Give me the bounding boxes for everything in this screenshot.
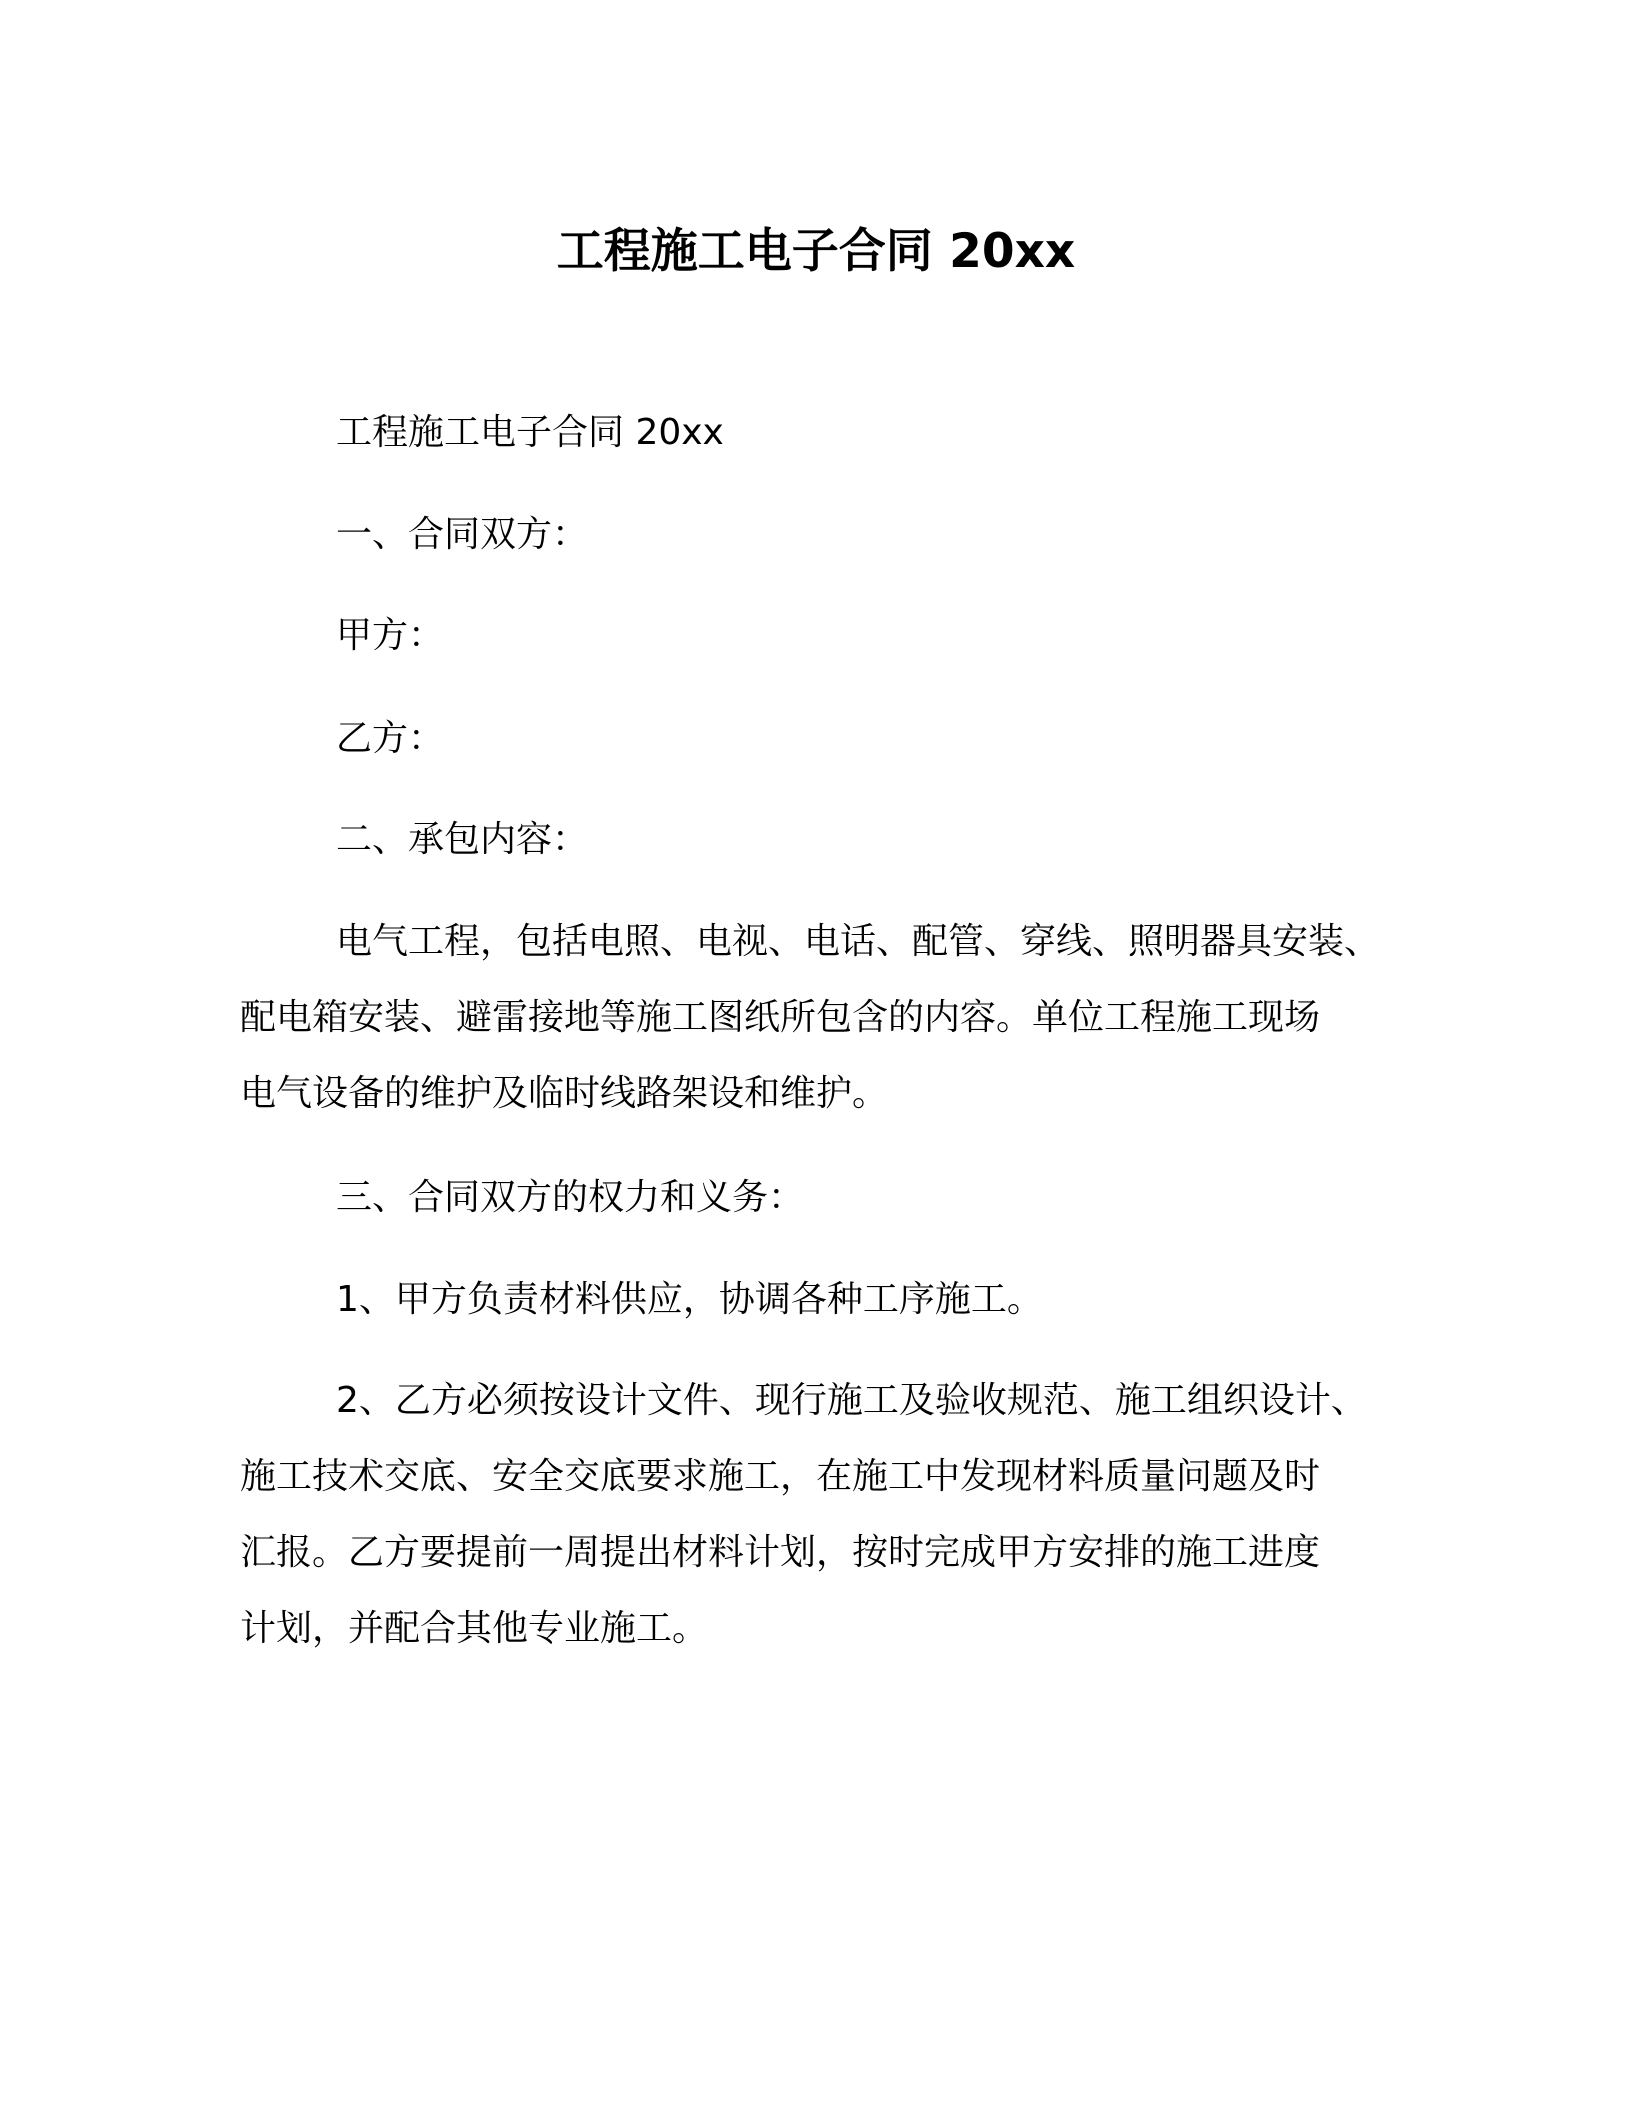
section-1-heading xyxy=(240,497,1400,573)
section-2-heading xyxy=(240,802,1400,878)
clause-2-line-1: 2、乙方必须按设计文件、现行施工及验收规范、施工组织设计、 xyxy=(336,1380,1367,1421)
section-2-line-2: 配电箱安装、避雷接地等施工图纸所包含的内容。单位工程施工现场 xyxy=(240,997,1321,1038)
clause-1-text: 1、甲方负责材料供应，协调各种工序施工。 xyxy=(336,1279,1043,1320)
document-title: 工程施工电子合同 20xx xyxy=(556,224,1076,279)
document-subtitle xyxy=(240,395,1400,471)
section-3-heading xyxy=(240,1160,1400,1236)
clause-2-line-4: 计划，并配合其他专业施工。 xyxy=(240,1608,709,1649)
party-a-line xyxy=(240,598,1400,674)
section-2-body xyxy=(240,904,1400,1132)
section-2-heading-text: 二、承包内容： xyxy=(336,819,589,860)
party-a-label: 甲方： xyxy=(336,615,445,656)
clause-2 xyxy=(240,1363,1400,1667)
section-2-line-1: 电气工程，包括电照、电视、电话、配管、穿线、照明器具安装、 xyxy=(336,921,1381,962)
section-1-heading-text: 一、合同双方： xyxy=(336,514,589,555)
party-b-line xyxy=(240,701,1400,777)
party-b-label: 乙方： xyxy=(336,718,445,759)
section-2-line-3: 电气设备的维护及临时线路架设和维护。 xyxy=(240,1073,889,1114)
clause-2-line-3: 汇报。乙方要提前一周提出材料计划，按时完成甲方安排的施工进度 xyxy=(240,1532,1321,1573)
clause-1 xyxy=(240,1262,1400,1338)
subtitle-text: 工程施工电子合同 20xx xyxy=(336,412,724,453)
section-3-heading-text: 三、合同双方的权力和义务： xyxy=(336,1177,805,1218)
clause-2-line-2: 施工技术交底、安全交底要求施工，在施工中发现材料质量问题及时 xyxy=(240,1456,1321,1497)
